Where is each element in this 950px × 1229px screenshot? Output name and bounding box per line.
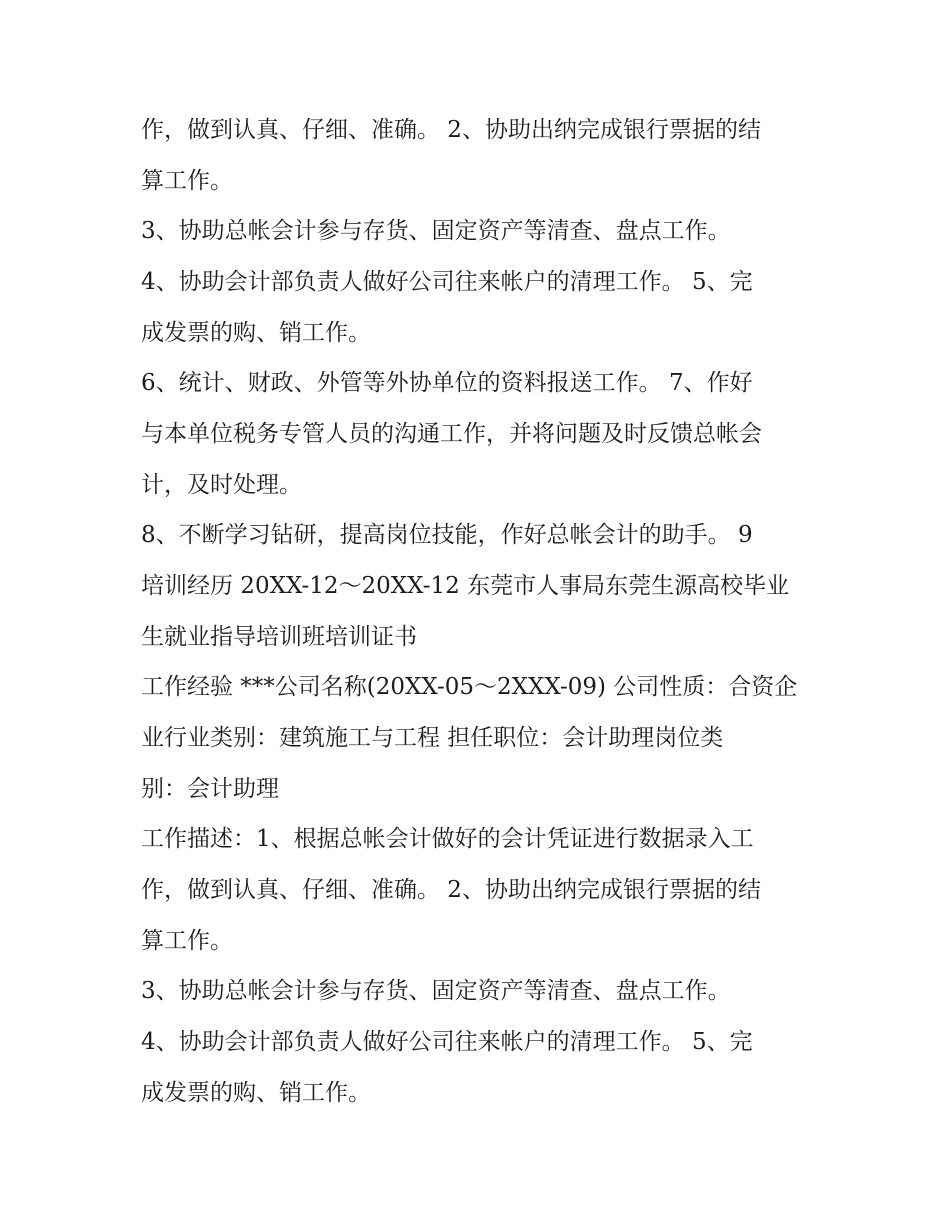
text-line: 3、协助总帐会计参与存货、固定资产等清查、盘点工作。 <box>141 978 731 1004</box>
text-line: 算工作。 <box>141 168 233 194</box>
text-line: 别：会计助理 <box>141 776 279 802</box>
text-line: 4、协助会计部负责人做好公司往来帐户的清理工作。 5、完 <box>141 269 753 295</box>
text-line: 作，做到认真、仔细、准确。 2、协助出纳完成银行票据的结 <box>141 877 761 903</box>
text-line: 成发票的购、销工作。 <box>141 320 371 346</box>
text-line: 4、协助会计部负责人做好公司往来帐户的清理工作。 5、完 <box>141 1029 753 1055</box>
text-line: 培训经历 20XX-12～20XX-12 东莞市人事局东莞生源高校毕业 <box>141 573 790 599</box>
text-line: 工作经验 ***公司名称(20XX-05～2XXX-09) 公司性质：合资企 <box>141 674 798 700</box>
text-line: 工作描述：1、根据总帐会计做好的会计凭证进行数据录入工 <box>141 826 754 852</box>
text-line: 与本单位税务专管人员的沟通工作，并将问题及时反馈总帐会 <box>141 421 762 447</box>
text-line: 业行业类别：建筑施工与工程 担任职位：会计助理岗位类 <box>141 725 724 751</box>
text-line: 3、协助总帐会计参与存货、固定资产等清查、盘点工作。 <box>141 218 731 244</box>
text-line: 生就业指导培训班培训证书 <box>141 624 417 650</box>
text-line: 算工作。 <box>141 928 233 954</box>
text-line: 成发票的购、销工作。 <box>141 1080 371 1106</box>
text-line: 8、不断学习钻研，提高岗位技能，作好总帐会计的助手。 9 <box>141 522 753 548</box>
text-line: 计，及时处理。 <box>141 472 302 498</box>
text-line: 6、统计、财政、外管等外协单位的资料报送工作。 7、作好 <box>141 370 753 396</box>
text-line: 作，做到认真、仔细、准确。 2、协助出纳完成银行票据的结 <box>141 117 761 143</box>
